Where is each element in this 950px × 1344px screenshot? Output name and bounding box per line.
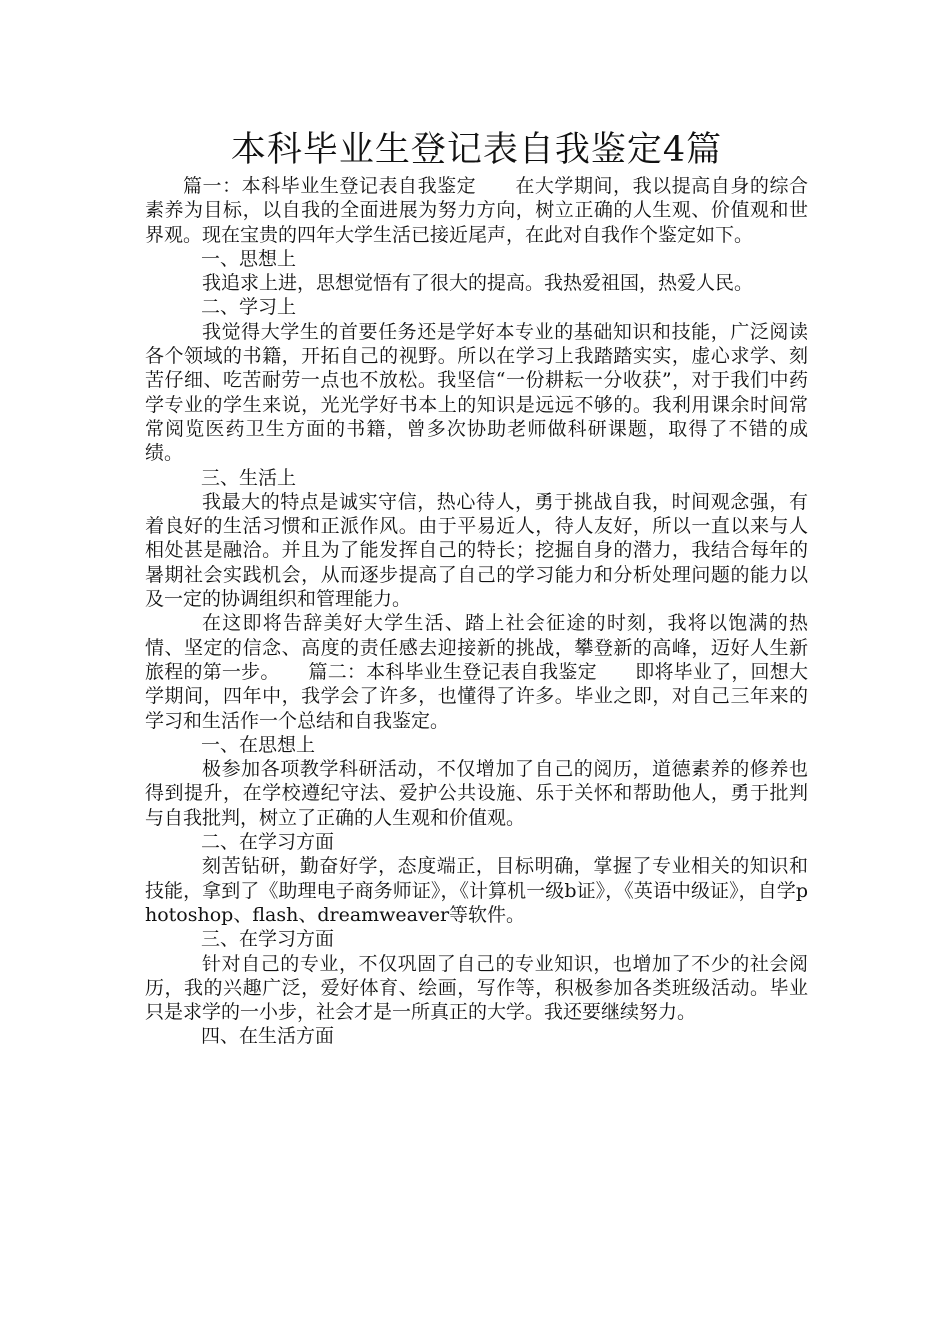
section-heading: 一、在思想上 — [201, 733, 316, 756]
section-heading: 三、生活上 — [201, 466, 297, 489]
document-body — [145, 174, 808, 1049]
section-heading: 四、在生活方面 — [201, 1025, 335, 1048]
section-heading: 一、思想上 — [201, 247, 297, 270]
paragraph: 极参加各项教学科研活动，不仅增加了自己的阅历，道德素养的修养也得到提升，在学校遵纪守法、爱护公共设施、乐于关怀和帮助他人，勇于批判与自我批判，树立了正确的人生观和价值观。 — [145, 758, 808, 829]
section-heading: 三、在学习方面 — [201, 928, 335, 951]
section-heading: 二、学习上 — [201, 296, 297, 319]
paragraph: 我追求上进，思想觉悟有了很大的提高。我热爱祖国，热爱人民。 — [202, 272, 754, 295]
paragraph: 刻苦钻研，勤奋好学，态度端正，目标明确，掌握了专业相关的知识和技能，拿到了《助理电子商务师证》，《计算机一级b证》，《英语中级证》，自学photoshop、flash、dreamweaver等软件。 — [145, 855, 808, 926]
paragraph: 篇一：本科毕业生登记表自我鉴定 在大学期间，我以提高自身的综合素养为目标，以自我的全面进展为努力方向，树立正确的人生观、价值观和世界观。现在宝贵的四年大学生活已接近尾声，在此对自我作个鉴定如下。 — [145, 175, 808, 246]
paragraph: 针对自己的专业，不仅巩固了自己的专业知识，也增加了不少的社会阅历，我的兴趣广泛，爱好体育、绘画，写作等，积极参加各类班级活动。毕业只是求学的一小步，社会才是一所真正的大学。我还要继续努力。 — [145, 952, 808, 1024]
paragraph: 我最大的特点是诚实守信，热心待人，勇于挑战自我，时间观念强，有着良好的生活习惯和正派作风。由于平易近人，待人友好，所以一直以来与人相处甚是融洽。并且为了能发挥自己的特长；挖掘自身的潜力，我结合每年的暑期社会实践机会，从而逐步提高了自己的学习能力和分析处理问题的能力以及一定的协调组织和管理能力。 — [145, 490, 808, 611]
document-page — [145, 128, 808, 1049]
section-heading: 二、在学习方面 — [201, 831, 335, 854]
paragraph: 我觉得大学生的首要任务还是学好本专业的基础知识和技能，广泛阅读各个领域的书籍，开拓自己的视野。所以在学习上我踏踏实实，虚心求学、刻苦仔细、吃苦耐劳一点也不放松。我坚信“一份耕耘一分收获”，对于我们中药学专业的学生来说，光光学好书本上的知识是远远不够的。我利用课余时间常常阅览医药卫生方面的书籍，曾多次协助老师做科研课题，取得了不错的成绩。 — [145, 320, 808, 465]
paragraph: 在这即将告辞美好大学生活、踏上社会征途的时刻，我将以饱满的热情、坚定的信念、高度的责任感去迎接新的挑战，攀登新的高峰，迈好人生新旅程的第一步。 篇二：本科毕业生登记表自我鉴定 即将毕业了，回想大学期间，四年中，我学会了许多，也懂得了许多。毕业之即，对自己三年来的学习和生活作一个总结和自我鉴定。 — [145, 612, 808, 732]
document-title: 本科毕业生登记表自我鉴定4篇 — [230, 130, 723, 170]
